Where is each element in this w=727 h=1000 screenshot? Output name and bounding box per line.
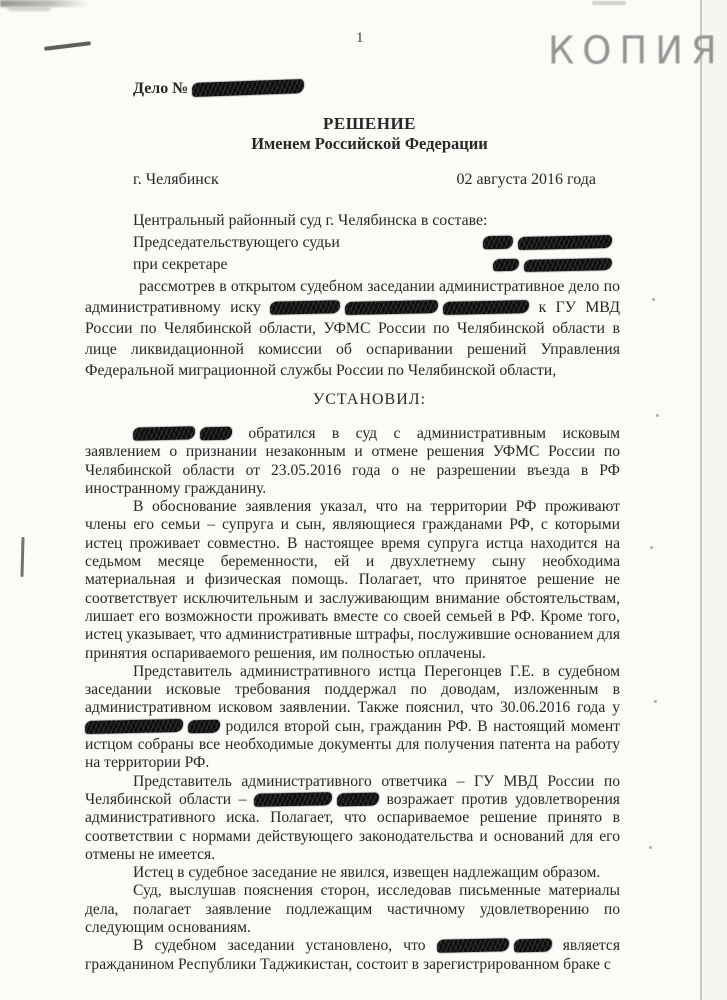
paragraph-4-text-before: Представитель административного ответчика – ГУ МВД России по Челябинской области – <box>85 772 620 808</box>
ink-speck <box>650 546 653 549</box>
scan-smudge-top-left <box>0 0 88 7</box>
decision-subtitle: Именем Российской Федерации <box>251 134 488 153</box>
ink-speck <box>656 414 659 417</box>
paragraph-3-text-after: родился второй сын, гражданин РФ. В настоящий момент истцом собраны все необходимые документы для получения патента на работу на территории РФ. <box>85 717 620 772</box>
secretary-row <box>85 254 620 276</box>
pen-stroke-mark <box>44 41 91 50</box>
redacted-plaintiff-fullname <box>270 299 529 316</box>
judge-row <box>85 232 620 254</box>
decision-title: РЕШЕНИЕ <box>322 114 416 133</box>
paragraph-3-text-before: Представитель административного истца Перегонцев Г.Е. в судебном заседании исковые требования поддержал по доводам, изложенным в административном исковом заявлении. Также пояснил, что 30.06.2016 года у <box>85 662 620 717</box>
place-date-row <box>85 171 620 189</box>
title-block <box>85 114 620 154</box>
ink-speck <box>654 700 657 703</box>
paragraph-2: В обоснование заявления указал, что на территории РФ проживают члены его семьи – супруга и сын, являющиеся гражданами РФ, с которыми истец проживает совместно. В настоящее время супруга истца находится на седьмом месяце беременности, ей и двухлетнему сыну необходима материальная и физическая помощь. Полагает, что принятое решение не соответствует исключительным и заслуживающим внимание обстоятельствам, лишает его возможности проживать вместе со своей семьей в РФ. Кроме того, истец указывает, что административные штрафы, послужившие основанием для принятия оспариваемого решения, им полностью оплачены. <box>85 498 620 662</box>
paper-edge-strip <box>702 0 727 1000</box>
decision-body <box>85 425 620 974</box>
redacted-plaintiff-name <box>437 937 552 954</box>
ink-speck <box>649 846 652 849</box>
paragraph-5: Истец в судебное заседание не явился, извещен надлежащим образом. <box>133 864 601 882</box>
case-review-paragraph <box>85 276 620 381</box>
redacted-secretary-name <box>493 254 612 276</box>
paper-edge-line <box>700 0 702 1000</box>
paragraph-3 <box>85 663 620 773</box>
document-content <box>85 0 620 974</box>
left-margin-pen-mark <box>20 537 24 577</box>
judge-label: Председательствующего судьи <box>133 234 340 251</box>
city-label: г. Челябинск <box>133 171 219 188</box>
court-composition-block <box>85 210 620 381</box>
paragraph-7 <box>85 937 620 974</box>
paragraph-1 <box>85 425 620 498</box>
scan-smudge-top-left-2 <box>8 7 50 11</box>
redacted-plaintiff-name <box>133 425 232 442</box>
paragraph-7-text-after: является гражданином Республики Таджикистан, состоит в зарегистрированном браке с <box>85 937 621 973</box>
copy-stamp: КОПИЯ <box>548 28 725 73</box>
paragraph-4 <box>85 773 620 864</box>
redacted-judge-name <box>483 232 612 254</box>
redacted-representative-name <box>254 791 379 808</box>
case-number-label: Дело № <box>133 80 189 97</box>
decision-date: 02 августа 2016 года <box>456 171 596 188</box>
page-number: 1 <box>356 30 364 46</box>
review-text-before: рассмотрев в открытом судебном заседании административное дело по административному иску <box>85 278 620 316</box>
paragraph-1-text: обратился в суд с административным исковым заявлением о признании незаконным и отмене решения УФМС России по Челябинской области от 23.05.2016 года о не разрешении въезда в РФ иностранному гражданину. <box>85 425 620 497</box>
established-heading: УСТАНОВИЛ: <box>312 391 427 408</box>
ink-speck <box>652 298 655 301</box>
redacted-plaintiff-name <box>85 718 220 735</box>
paragraph-6: Суд, выслушав пояснения сторон, исследовав письменные материалы дела, полагает заявление подлежащим частичному удовлетворению по следующим основаниям. <box>85 882 620 937</box>
court-name-line: Центральный районный суд г. Челябинска в составе: <box>133 212 488 229</box>
case-number-line <box>85 80 620 98</box>
secretary-label: при секретаре <box>133 256 228 273</box>
review-text-after: к ГУ МВД России по Челябинской области, УФМС России по Челябинской области в лице ликвидационной комиссии об оспаривании решений Управления Федеральной миграционной службы России по Челябинской области, <box>85 299 620 379</box>
paragraph-4-text-after: возражает против удовлетворения административного иска. Полагает, что оспариваемое решение принято в соответствии с нормами действующего законодательства и оснований для его отмены не имеется. <box>85 790 620 863</box>
redacted-case-number <box>192 79 304 97</box>
paragraph-7-text-before: В судебном заседании установлено, что <box>133 937 426 955</box>
